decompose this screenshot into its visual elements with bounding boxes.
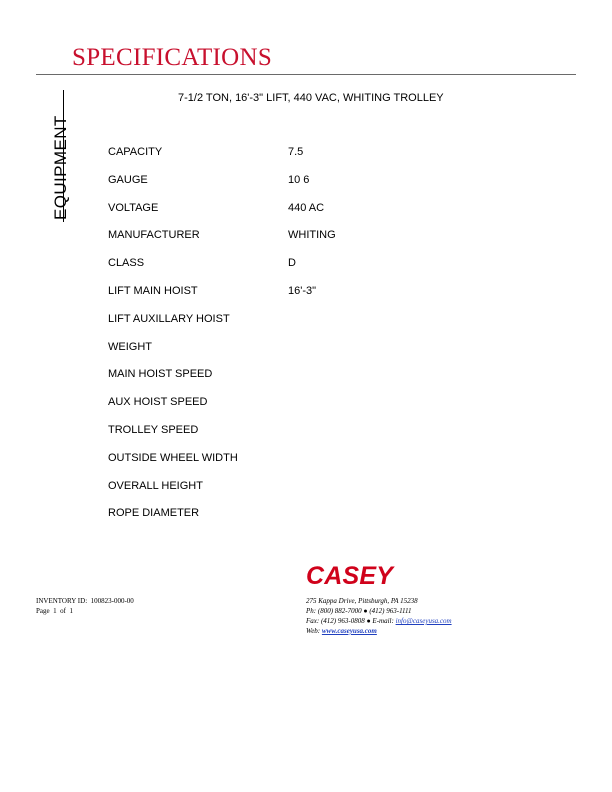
web-line: [306, 626, 452, 636]
spec-row-main-hoist-speed: [108, 367, 336, 395]
page-current: 1: [53, 607, 57, 615]
spec-row-capacity: [108, 145, 336, 173]
spec-label: WEIGHT: [108, 340, 152, 353]
spec-row-trolley-speed: [108, 423, 336, 451]
spec-label: AUX HOIST SPEED: [108, 396, 208, 409]
spec-table: [108, 145, 336, 534]
spec-label: MAIN HOIST SPEED: [108, 368, 213, 381]
spec-row-overall-height: [108, 479, 336, 507]
inventory-block: [36, 596, 134, 616]
spec-row-aux-hoist-speed: [108, 395, 336, 423]
spec-value: D: [288, 257, 296, 270]
spec-row-outside-wheel-width: [108, 451, 336, 479]
inventory-label: INVENTORY ID:: [36, 597, 88, 605]
spec-label: OUTSIDE WHEEL WIDTH: [108, 451, 238, 464]
web-prefix: Web:: [306, 627, 321, 635]
page-of: of: [60, 607, 66, 615]
fax-email-line: [306, 616, 452, 626]
spec-value: 7.5: [288, 146, 304, 158]
inventory-id: 100823-000-00: [90, 597, 134, 605]
equipment-description: 7-1/2 TON, 16'-3" LIFT, 440 VAC, WHITING TROLLEY: [178, 92, 444, 104]
page-title: SPECIFICATIONS: [72, 44, 273, 71]
website-link[interactable]: www.caseyusa.com: [321, 627, 377, 635]
spec-row-rope-diameter: [108, 506, 336, 534]
spec-value: 440 AC: [288, 201, 325, 214]
spec-label: LIFT MAIN HOIST: [108, 284, 198, 297]
spec-row-weight: [108, 340, 336, 368]
spec-row-gauge: [108, 173, 336, 201]
page-prefix: Page: [36, 607, 50, 615]
spec-row-voltage: [108, 201, 336, 229]
fax-email-prefix: Fax: (412) 963-0808 ● E-mail:: [306, 617, 394, 625]
side-label-equipment: EQUIPMENT: [51, 115, 70, 220]
spec-label: ROPE DIAMETER: [108, 507, 200, 520]
spec-label: MANUFACTURER: [108, 229, 200, 242]
contact-block: [306, 596, 452, 636]
spec-row-lift-auxillary-hoist: [108, 312, 336, 340]
spec-row-class: [108, 256, 336, 284]
spec-value: 10 6: [288, 173, 310, 186]
spec-label: LIFT AUXILLARY HOIST: [108, 312, 230, 325]
spec-label: GAUGE: [108, 173, 148, 186]
casey-logo: CASEY: [306, 562, 394, 590]
spec-label: CAPACITY: [108, 146, 163, 158]
spec-value: 16'-3": [288, 284, 317, 297]
page-total: 1: [69, 607, 73, 615]
spec-label: OVERALL HEIGHT: [108, 479, 203, 492]
email-link[interactable]: info@caseyusa.com: [395, 617, 452, 625]
inventory-line: [36, 596, 134, 606]
phone-line: Ph: (800) 882-7000 ● (412) 963-1111: [306, 607, 412, 615]
address-line: 275 Kappa Drive, Pittsburgh, PA 15238: [306, 597, 418, 605]
spec-label: CLASS: [108, 257, 145, 270]
header-divider: [36, 74, 576, 75]
page-counter: [36, 606, 134, 616]
spec-row-lift-main-hoist: [108, 284, 336, 312]
spec-value: WHITING: [288, 229, 336, 242]
spec-label: TROLLEY SPEED: [108, 423, 199, 436]
spec-label: VOLTAGE: [108, 201, 159, 214]
spec-row-manufacturer: [108, 228, 336, 256]
